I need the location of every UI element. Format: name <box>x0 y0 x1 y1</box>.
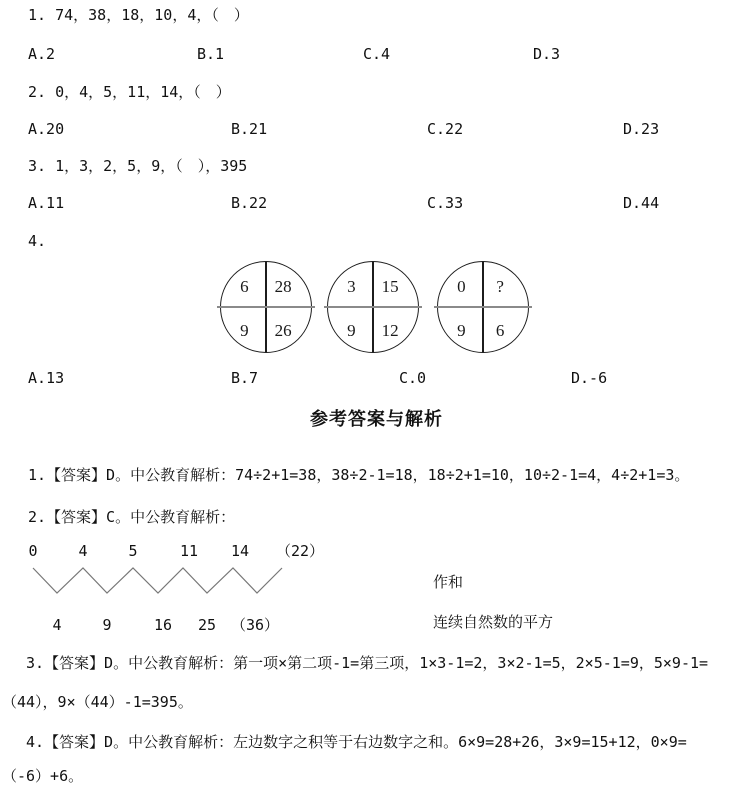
zigzag-bottom-value-4: 25 <box>197 616 217 634</box>
circle-diagram-2 <box>327 261 419 353</box>
question-3-option-c: C.33 <box>427 194 464 212</box>
zigzag-lines <box>20 560 300 600</box>
circle-3-horizontal-line <box>434 306 532 307</box>
circle-2-horizontal-line <box>324 306 422 307</box>
question-1-option-b: B.1 <box>197 45 225 63</box>
question-4-option-b: B.7 <box>231 369 259 387</box>
circle-diagram-1 <box>220 261 312 353</box>
circle-2-bottom-right: 12 <box>381 321 399 341</box>
zigzag-top-value-6: （22） <box>275 542 325 560</box>
question-2-option-b: B.21 <box>231 120 268 138</box>
question-2-option-a: A.20 <box>28 120 65 138</box>
circle-diagram-3 <box>437 261 529 353</box>
question-2-option-c: C.22 <box>427 120 464 138</box>
zigzag-top-value-2: 4 <box>78 542 88 560</box>
circle-1-top-right: 28 <box>274 277 292 297</box>
circle-3-bottom-right: 6 <box>495 321 505 341</box>
question-2-text: 2. 0，4，5，11，14，（ ） <box>28 83 231 101</box>
circle-2-top-right: 15 <box>381 277 399 297</box>
question-1-text: 1. 74，38，18，10，4，（ ） <box>28 6 249 24</box>
circle-3-top-left: 0 <box>457 277 466 297</box>
zigzag-top-value-3: 5 <box>128 542 138 560</box>
question-2-option-d: D.23 <box>623 120 660 138</box>
question-4-option-a: A.13 <box>28 369 65 387</box>
zigzag-top-value-1: 0 <box>28 542 38 560</box>
question-3-option-d: D.44 <box>623 194 660 212</box>
circle-2-top-left: 3 <box>347 277 356 297</box>
zigzag-top-value-5: 14 <box>230 542 250 560</box>
question-4-number: 4. <box>28 232 47 250</box>
zigzag-bottom-value-2: 9 <box>102 616 112 634</box>
circle-1-bottom-left: 9 <box>240 321 249 341</box>
answer-4-line-2: （-6）+6。 <box>2 767 84 785</box>
circle-1-top-left: 6 <box>240 277 249 297</box>
answer-3-line-2: （44），9×（44）-1=395。 <box>2 693 193 711</box>
answer-1-text: 1.【答案】D。中公教育解析：74÷2+1=38，38÷2-1=18，18÷2+1=10，10÷2-1=4，4÷2+1=3。 <box>28 466 690 484</box>
question-4-option-c: C.0 <box>399 369 427 387</box>
answer-2-text: 2.【答案】C。中公教育解析： <box>28 508 236 526</box>
diagram-label-sum: 作和 <box>433 573 464 591</box>
question-3-option-a: A.11 <box>28 194 65 212</box>
zigzag-bottom-value-5: （36） <box>230 616 280 634</box>
diagram-label-squares: 连续自然数的平方 <box>433 613 554 631</box>
question-1-option-a: A.2 <box>28 45 56 63</box>
circle-3-question-mark: ? <box>496 277 504 297</box>
question-3-text: 3. 1，3，2，5，9，（ ），395 <box>28 157 248 175</box>
zigzag-bottom-value-1: 4 <box>52 616 62 634</box>
zigzag-top-value-4: 11 <box>179 542 199 560</box>
zigzag-bottom-value-3: 16 <box>153 616 173 634</box>
answer-4-line-1: 4.【答案】D。中公教育解析：左边数字之积等于右边数字之和。6×9=28+26，3×9=15+12，0×9= <box>26 733 687 751</box>
answer-3-line-1: 3.【答案】D。中公教育解析：第一项×第二项-1=第三项，1×3-1=2，3×2-1=5，2×5-1=9，5×9-1= <box>26 654 709 672</box>
answer-section-title: 参考答案与解析 <box>310 409 443 430</box>
question-3-option-b: B.22 <box>231 194 268 212</box>
question-4-option-d: D.-6 <box>571 369 608 387</box>
circle-1-horizontal-line <box>217 306 315 307</box>
circle-2-bottom-left: 9 <box>347 321 356 341</box>
question-1-option-c: C.4 <box>363 45 391 63</box>
question-1-option-d: D.3 <box>533 45 561 63</box>
circle-3-bottom-left: 9 <box>457 321 466 341</box>
circle-1-bottom-right: 26 <box>274 321 292 341</box>
